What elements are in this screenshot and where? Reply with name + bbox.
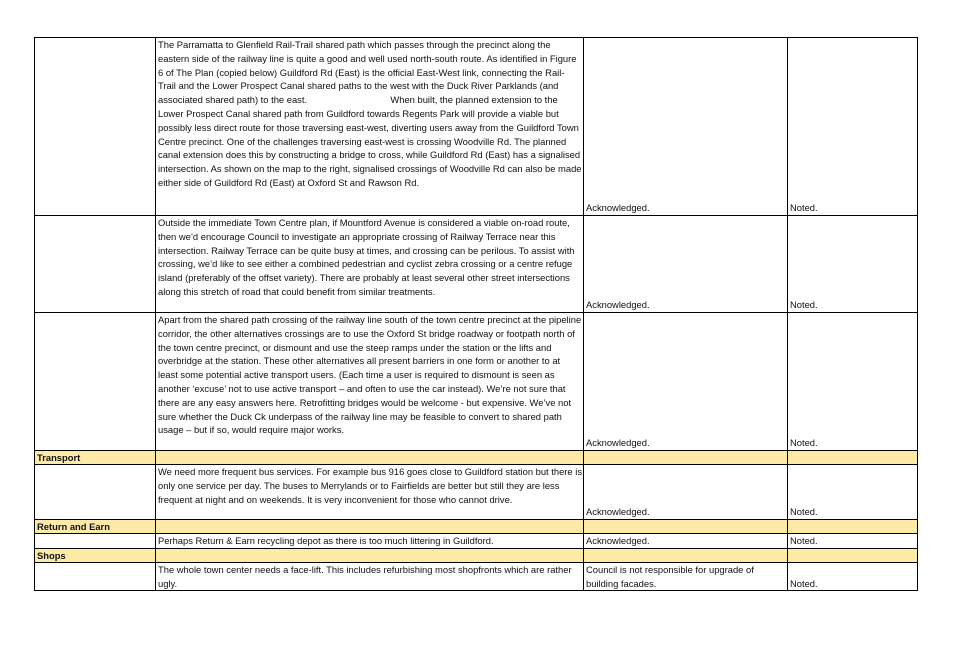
comment-cell: The Parramatta to Glenfield Rail-Trail shared path which passes through the precinct along the eastern side of the railway line is quite a good and well used north-south route. As identified in Figure 6 of The Plan (copied below) Guildford Rd (East) is the official East-West link, connecting the Rail-Trail and the Lower Prospect Canal shared paths to the west with the Duck River Parklands (and associated shared path) to the east. When built, the planned extension to the Lower Prospect Canal shared path from Guildford towards Regents Park will provide a viable but possibly less direct route for those traversing east-west, diverting users away from the Guildford Town Centre precinct. One of the challenges traversing east-west is crossing Woodville Rd. The planned canal extension does this by constructing a bridge to cross, while Guildford Rd (East) has a signalised intersection. As shown on the map to the right, signalised crossings of Woodville Rd can also be made either side of Guildford Rd (East) at Oxford St and Rawson Rd. (156, 38, 584, 216)
action-cell: Noted. (788, 38, 918, 216)
comment-cell: The whole town center needs a face-lift. This includes refurbishing most shopfronts which are rather ugly. (156, 562, 584, 591)
section-title: Transport (35, 451, 156, 465)
response-cell: Acknowledged. (584, 465, 788, 520)
comment-cell: Perhaps Return & Earn recycling depot as there is too much littering in Guildford. (156, 534, 584, 549)
table-row (35, 216, 918, 313)
category-cell (35, 465, 156, 520)
category-cell (35, 38, 156, 216)
table-row (35, 38, 918, 216)
comment-cell: We need more frequent bus services. For example bus 916 goes close to Guildford station but there is only one service per day. The buses to Merrylands or to Fairfields are better but still they are less frequent at night and on weekends. It is very inconvenient for those who cannot drive. (156, 465, 584, 520)
action-cell: Noted. (788, 216, 918, 313)
category-cell (35, 216, 156, 313)
action-cell: Noted. (788, 562, 918, 591)
category-cell (35, 534, 156, 549)
response-cell: Council is not responsible for upgrade of building facades. (584, 562, 788, 591)
section-title: Shops (35, 548, 156, 562)
submissions-table (34, 37, 918, 591)
category-cell (35, 313, 156, 451)
response-cell: Acknowledged. (584, 38, 788, 216)
response-cell: Acknowledged. (584, 534, 788, 549)
action-cell: Noted. (788, 313, 918, 451)
section-header-row (35, 548, 918, 562)
section-title: Return and Earn (35, 520, 156, 534)
comment-cell: Outside the immediate Town Centre plan, if Mountford Avenue is considered a viable on-road route, then we’d encourage Council to investigate an appropriate crossing of Railway Terrace near this intersection. Railway Terrace can be quite busy at times, and crossing can be perilous. To assist with crossing, we’d like to see either a combined pedestrian and cyclist zebra crossing or a centre refuge island (preferably of the offset variety). There are probably at least several other street intersections along this stretch of road that could benefit from similar treatments. (156, 216, 584, 313)
response-cell: Acknowledged. (584, 216, 788, 313)
action-cell: Noted. (788, 465, 918, 520)
response-cell: Acknowledged. (584, 313, 788, 451)
table-row (35, 562, 918, 591)
section-header-row (35, 520, 918, 534)
table-row (35, 534, 918, 549)
section-header-row (35, 451, 918, 465)
table-row (35, 313, 918, 451)
table-row (35, 465, 918, 520)
comment-cell: Apart from the shared path crossing of the railway line south of the town centre precinct at the pipeline corridor, the other alternatives crossings are to use the Oxford St bridge roadway or footpath north of the town centre precinct, or dismount and use the steep ramps under the station or the lifts and overbridge at the station. These other alternatives all present barriers in one form or another to at least some potential active transport users. (Each time a user is required to dismount is seen as another ‘excuse’ not to use active transport – and often to use the car instead). We’re not sure that there are any easy answers here. Retrofitting bridges would be welcome - but expensive. We’ve not sure whether the Duck Ck underpass of the railway line may be feasible to convert to shared path usage – but if so, would require major works. (156, 313, 584, 451)
action-cell: Noted. (788, 534, 918, 549)
category-cell (35, 562, 156, 591)
